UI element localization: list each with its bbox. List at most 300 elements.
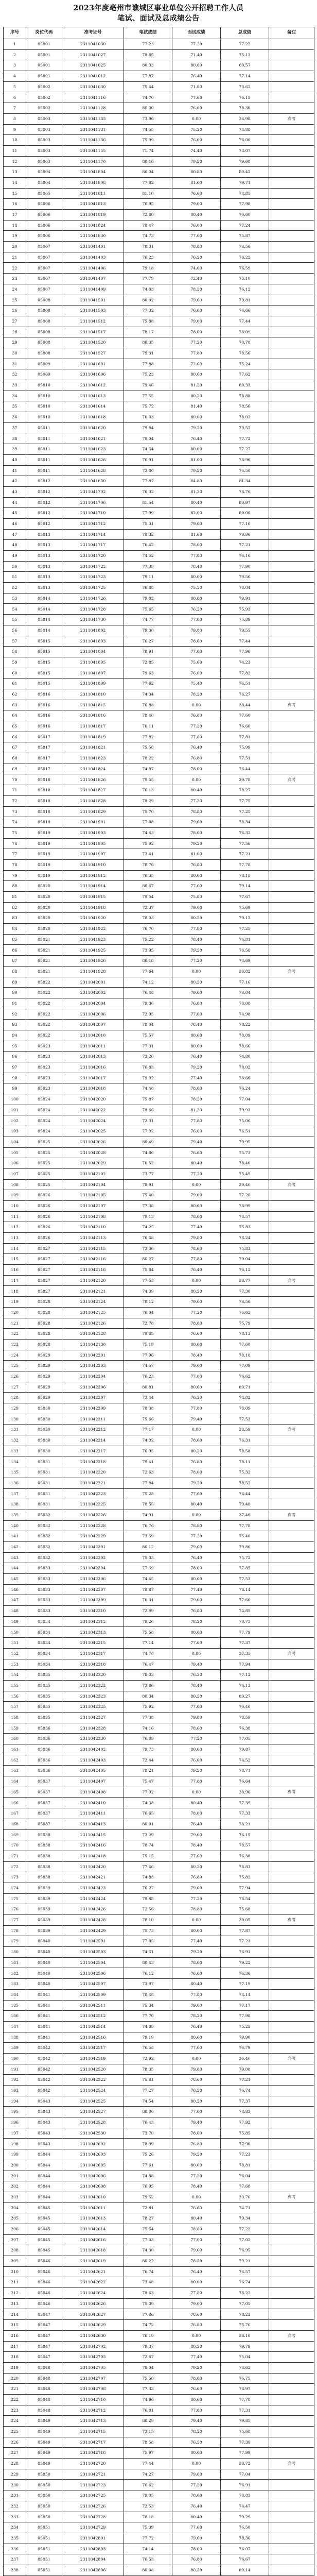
cell-ticket-no: 2311042429	[62, 1925, 124, 1936]
cell-written-score: 76.68	[124, 1233, 172, 1244]
cell-post-code: 05009	[26, 359, 62, 369]
cell-interview-score: 76.40	[172, 1819, 221, 1829]
table-row	[4, 956, 314, 967]
cell-ticket-no: 2311041912	[62, 870, 124, 881]
cell-remark	[269, 902, 314, 913]
table-row	[4, 1744, 314, 1755]
cell-post-code: 05041	[26, 2021, 62, 2032]
cell-written-score: 76.31	[124, 1595, 172, 1606]
cell-written-score: 81.54	[124, 497, 172, 508]
cell-ticket-no: 2311042318	[62, 1659, 124, 1670]
cell-remark	[269, 1893, 314, 1904]
table-row	[4, 1456, 314, 1467]
cell-post-code: 05020	[26, 902, 62, 913]
cell-ticket-no: 2311042608	[62, 2181, 124, 2192]
cell-ticket-no: 2311041630	[62, 476, 124, 487]
cell-remark	[269, 945, 314, 956]
cell-post-code: 05035	[26, 1702, 62, 1713]
cell-remark	[269, 2149, 314, 2160]
cell-interview-score: 78.60	[172, 2309, 221, 2320]
cell-total-score: 76.07	[221, 2544, 269, 2554]
table-row	[4, 486, 314, 497]
cell-interview-score: 80.40	[172, 2213, 221, 2224]
cell-ticket-no: 2311041720	[62, 551, 124, 562]
cell-index: 226	[4, 2437, 26, 2448]
cell-ticket-no: 2311042226	[62, 1510, 124, 1520]
cell-written-score: 75.92	[124, 838, 172, 849]
table-row	[4, 422, 314, 433]
cell-total-score: 78.18	[221, 1350, 269, 1361]
cell-written-score: 78.04	[124, 2362, 172, 2373]
cell-written-score: 80.12	[124, 1541, 172, 1552]
cell-remark	[269, 316, 314, 327]
cell-post-code: 05037	[26, 1808, 62, 1819]
cell-ticket-no: 2311042703	[62, 2352, 124, 2363]
cell-total-score: 78.99	[221, 1200, 269, 1211]
cell-interview-score: 77.20	[172, 1531, 221, 1542]
cell-written-score: 78.35	[124, 2064, 172, 2075]
cell-remark	[269, 2107, 314, 2117]
cell-index: 187	[4, 2021, 26, 2032]
cell-written-score: 76.89	[124, 1734, 172, 1744]
table-body	[4, 39, 314, 2576]
cell-written-score: 76.23	[124, 252, 172, 263]
cell-interview-score: 79.40	[172, 2117, 221, 2128]
cell-index: 184	[4, 1989, 26, 2000]
cell-total-score: 77.90	[221, 2139, 269, 2149]
cell-total-score: 77.44	[221, 636, 269, 647]
cell-interview-score: 79.20	[172, 156, 221, 167]
cell-post-code: 05031	[26, 1499, 62, 1510]
cell-written-score: 72.89	[124, 1606, 172, 1617]
cell-interview-score: 79.20	[172, 1766, 221, 1776]
cell-ticket-no: 2311041030	[62, 39, 124, 50]
cell-written-score: 80.08	[124, 2565, 172, 2575]
cell-ticket-no: 2311041501	[62, 295, 124, 306]
cell-index: 5	[4, 81, 26, 92]
title-line-2: 笔试、面试及总成绩公告	[117, 14, 200, 23]
table-row	[4, 1723, 314, 1734]
cell-ticket-no: 2311042302	[62, 1552, 124, 1563]
cell-index: 62	[4, 689, 26, 700]
table-row	[4, 2309, 314, 2320]
header-written-score: 笔试成绩	[124, 27, 172, 39]
cell-written-score: 78.91	[124, 647, 172, 657]
cell-total-score: 76.27	[221, 689, 269, 700]
table-row	[4, 1446, 314, 1456]
cell-total-score: 76.74	[221, 2277, 269, 2288]
cell-total-score: 75.89	[221, 615, 269, 625]
table-row	[4, 391, 314, 401]
table-row	[4, 263, 314, 274]
cell-total-score: 76.57	[221, 2266, 269, 2277]
cell-ticket-no: 2311042017	[62, 1073, 124, 1083]
cell-ticket-no: 2311042630	[62, 2330, 124, 2341]
cell-remark: 弃考	[269, 700, 314, 710]
cell-ticket-no: 2311042214	[62, 1435, 124, 1446]
cell-interview-score: 81.00	[172, 454, 221, 465]
cell-interview-score: 76.20	[172, 2086, 221, 2096]
cell-interview-score: 79.60	[172, 988, 221, 998]
cell-interview-score: 76.00	[172, 220, 221, 231]
cell-written-score: 74.34	[124, 689, 172, 700]
cell-index: 87	[4, 956, 26, 967]
cell-ticket-no: 2311042616	[62, 2234, 124, 2245]
cell-remark	[269, 231, 314, 242]
table-header-row	[4, 27, 314, 39]
cell-remark	[269, 753, 314, 764]
cell-post-code: 05040	[26, 1947, 62, 1958]
cell-written-score: 77.72	[124, 2533, 172, 2544]
cell-interview-score: 79.20	[172, 945, 221, 956]
cell-total-score: 77.85	[221, 1563, 269, 1574]
cell-written-score: 78.63	[124, 2288, 172, 2299]
cell-remark	[269, 1041, 314, 1052]
table-row	[4, 721, 314, 732]
cell-index: 40	[4, 454, 26, 465]
table-row	[4, 1403, 314, 1414]
cell-post-code: 05015	[26, 636, 62, 647]
cell-post-code: 05031	[26, 1488, 62, 1499]
cell-written-score: 78.27	[124, 2213, 172, 2224]
cell-interview-score: 77.20	[172, 1307, 221, 1318]
cell-index: 32	[4, 369, 26, 380]
cell-total-score: 76.59	[221, 263, 269, 274]
table-row	[4, 2224, 314, 2234]
cell-total-score: 77.78	[221, 859, 269, 870]
cell-total-score: 77.37	[221, 1638, 269, 1649]
cell-total-score: 74.52	[221, 1755, 269, 1766]
cell-ticket-no: 2311042525	[62, 2096, 124, 2107]
cell-ticket-no: 2311041706	[62, 497, 124, 508]
cell-interview-score: 76.80	[172, 998, 221, 1009]
cell-ticket-no: 2311042801	[62, 2533, 124, 2544]
cell-total-score: 78.21	[221, 1819, 269, 1829]
cell-interview-score: 77.20	[172, 39, 221, 50]
cell-total-score: 75.73	[221, 1147, 269, 1158]
cell-interview-score: 80.00	[172, 870, 221, 881]
cell-remark	[269, 1734, 314, 1744]
cell-ticket-no: 2311041712	[62, 518, 124, 529]
cell-post-code: 05007	[26, 242, 62, 252]
cell-remark	[269, 1616, 314, 1627]
cell-post-code: 05021	[26, 945, 62, 956]
cell-written-score: 75.58	[124, 1627, 172, 1638]
table-row	[4, 1680, 314, 1691]
cell-written-score: 76.95	[124, 199, 172, 210]
cell-interview-score: 79.40	[172, 1137, 221, 1147]
cell-index: 84	[4, 924, 26, 935]
cell-written-score: 79.37	[124, 2341, 172, 2352]
table-row	[4, 518, 314, 529]
table-row	[4, 2107, 314, 2117]
table-row	[4, 2086, 314, 2096]
cell-written-score: 78.55	[124, 1499, 172, 1510]
cell-total-score: 78.08	[221, 998, 269, 1009]
cell-ticket-no: 2311042108	[62, 1211, 124, 1222]
cell-total-score: 75.68	[221, 1904, 269, 1915]
cell-post-code: 05046	[26, 2288, 62, 2299]
cell-ticket-no: 2311041728	[62, 604, 124, 615]
cell-total-score: 74.88	[221, 124, 269, 135]
table-row	[4, 1584, 314, 1595]
cell-written-score: 78.99	[124, 2139, 172, 2149]
cell-interview-score: 77.20	[172, 1893, 221, 1904]
cell-index: 50	[4, 561, 26, 572]
cell-ticket-no: 2311041821	[62, 742, 124, 753]
cell-index: 53	[4, 593, 26, 604]
cell-written-score: 79.13	[124, 1211, 172, 1222]
cell-ticket-no: 2311042221	[62, 1478, 124, 1488]
cell-ticket-no: 2311041628	[62, 465, 124, 476]
cell-remark	[269, 636, 314, 647]
cell-remark	[269, 1712, 314, 1723]
cell-total-score: 75.83	[221, 1243, 269, 1254]
cell-written-score: 79.19	[124, 2032, 172, 2043]
cell-remark	[269, 2117, 314, 2128]
cell-post-code: 05051	[26, 2533, 62, 2544]
cell-index: 158	[4, 1712, 26, 1723]
cell-total-score: 78.66	[221, 1073, 269, 1083]
cell-interview-score: 78.00	[172, 2128, 221, 2139]
cell-ticket-no: 2311042710	[62, 2394, 124, 2405]
cell-total-score: 38.96	[221, 1787, 269, 1798]
cell-remark	[269, 1168, 314, 1179]
cell-written-score: 76.43	[124, 2117, 172, 2128]
cell-total-score: 78.27	[221, 785, 269, 796]
table-row	[4, 1275, 314, 1286]
cell-written-score: 76.74	[124, 2266, 172, 2277]
cell-written-score: 77.55	[124, 391, 172, 401]
cell-post-code: 05049	[26, 2416, 62, 2427]
cell-written-score: 72.92	[124, 2053, 172, 2064]
cell-ticket-no: 2311041802	[62, 625, 124, 636]
cell-index: 108	[4, 1179, 26, 1190]
cell-written-score: 79.92	[124, 1073, 172, 1083]
cell-ticket-no: 2311041827	[62, 785, 124, 796]
cell-post-code: 05002	[26, 103, 62, 114]
cell-ticket-no: 2311042707	[62, 2373, 124, 2384]
cell-written-score: 77.86	[124, 2309, 172, 2320]
cell-post-code: 05023	[26, 1062, 62, 1073]
cell-total-score: 77.24	[221, 220, 269, 231]
cell-written-score: 75.23	[124, 369, 172, 380]
cell-total-score: 76.91	[221, 2480, 269, 2490]
cell-written-score: 74.88	[124, 2171, 172, 2181]
cell-total-score: 75.06	[221, 1115, 269, 1126]
cell-written-score: 77.96	[124, 1350, 172, 1361]
cell-index: 204	[4, 2202, 26, 2213]
cell-interview-score: 77.80	[172, 1776, 221, 1787]
cell-interview-score: 77.00	[172, 2043, 221, 2054]
table-row	[4, 1147, 314, 1158]
cell-index: 202	[4, 2181, 26, 2192]
cell-total-score: 76.64	[221, 1776, 269, 1787]
cell-total-score: 76.44	[221, 1488, 269, 1499]
cell-index: 30	[4, 348, 26, 359]
cell-written-score: 74.77	[124, 615, 172, 625]
cell-interview-score: 81.20	[172, 486, 221, 497]
cell-interview-score: 79.00	[172, 902, 221, 913]
cell-post-code: 05050	[26, 2480, 62, 2490]
cell-interview-score: 0.00	[172, 2330, 221, 2341]
cell-index: 173	[4, 1872, 26, 1883]
cell-post-code: 05048	[26, 2394, 62, 2405]
cell-post-code: 05040	[26, 1957, 62, 1968]
cell-post-code: 05027	[26, 1286, 62, 1297]
cell-index: 99	[4, 1083, 26, 1094]
cell-remark	[269, 1414, 314, 1425]
cell-ticket-no: 2311042504	[62, 1957, 124, 1968]
cell-remark	[269, 572, 314, 583]
cell-remark	[269, 2533, 314, 2544]
header-remark: 备注	[269, 27, 314, 39]
cell-post-code: 05015	[26, 668, 62, 679]
cell-index: 139	[4, 1510, 26, 1520]
cell-written-score: 80.04	[124, 167, 172, 178]
cell-total-score: 75.99	[221, 742, 269, 753]
cell-index: 96	[4, 1052, 26, 1062]
cell-index: 128	[4, 1393, 26, 1403]
cell-total-score: 77.60	[221, 1339, 269, 1350]
cell-index: 183	[4, 1979, 26, 1990]
table-row	[4, 732, 314, 742]
cell-total-score: 79.22	[221, 1957, 269, 1968]
cell-total-score: 78.57	[221, 1840, 269, 1851]
cell-index: 90	[4, 988, 26, 998]
cell-total-score: 38.77	[221, 1275, 269, 1286]
cell-remark	[269, 2064, 314, 2075]
cell-remark: 弃考	[269, 2459, 314, 2469]
cell-interview-score: 76.40	[172, 2021, 221, 2032]
cell-total-score: 77.25	[221, 924, 269, 935]
cell-interview-score: 80.20	[172, 977, 221, 988]
cell-index: 76	[4, 838, 26, 849]
cell-written-score: 74.83	[124, 1872, 172, 1883]
cell-remark	[269, 1488, 314, 1499]
cell-ticket-no: 2311042423	[62, 1883, 124, 1893]
cell-total-score: 75.93	[221, 604, 269, 615]
cell-interview-score: 76.80	[172, 1872, 221, 1883]
cell-interview-score: 79.60	[172, 295, 221, 306]
cell-written-score: 74.54	[124, 2096, 172, 2107]
cell-index: 123	[4, 1339, 26, 1350]
cell-post-code: 05038	[26, 1840, 62, 1851]
table-row	[4, 444, 314, 455]
cell-written-score: 74.86	[124, 1147, 172, 1158]
cell-interview-score: 79.60	[172, 1883, 221, 1893]
cell-total-score: 78.69	[221, 956, 269, 967]
cell-index: 43	[4, 486, 26, 497]
cell-written-score: 78.22	[124, 753, 172, 764]
cell-written-score: 78.87	[124, 1584, 172, 1595]
cell-index: 114	[4, 1243, 26, 1254]
cell-ticket-no: 2311042721	[62, 2469, 124, 2480]
cell-written-score: 78.21	[124, 1766, 172, 1776]
cell-remark	[269, 689, 314, 700]
cell-total-score: 76.12	[221, 1265, 269, 1276]
cell-ticket-no: 2311042407	[62, 1776, 124, 1787]
cell-interview-score: 80.40	[172, 1979, 221, 1990]
cell-written-score: 77.99	[124, 508, 172, 519]
cell-index: 86	[4, 945, 26, 956]
cell-total-score: 77.22	[221, 2224, 269, 2234]
cell-total-score: 79.52	[221, 422, 269, 433]
cell-index: 2	[4, 49, 26, 60]
cell-index: 11	[4, 145, 26, 156]
table-row	[4, 2181, 314, 2192]
table-row	[4, 1531, 314, 1542]
table-row	[4, 1329, 314, 1340]
cell-remark	[269, 2096, 314, 2107]
cell-ticket-no: 2311042527	[62, 2107, 124, 2117]
cell-ticket-no: 2311042105	[62, 1190, 124, 1201]
cell-index: 219	[4, 2362, 26, 2373]
cell-ticket-no: 2311042004	[62, 998, 124, 1009]
cell-index: 23	[4, 274, 26, 284]
cell-post-code: 05010	[26, 380, 62, 391]
cell-remark	[269, 1531, 314, 1542]
cell-written-score: 76.12	[124, 1968, 172, 1979]
cell-ticket-no: 2311042102	[62, 1168, 124, 1179]
cell-interview-score: 80.20	[172, 913, 221, 924]
cell-ticket-no: 2311041027	[62, 49, 124, 60]
cell-post-code: 05047	[26, 2330, 62, 2341]
cell-index: 97	[4, 1062, 26, 1073]
cell-remark	[269, 369, 314, 380]
cell-remark	[269, 1520, 314, 1531]
cell-remark	[269, 497, 314, 508]
cell-total-score: 76.04	[221, 2171, 269, 2181]
cell-post-code: 05013	[26, 583, 62, 594]
cell-total-score: 75.40	[221, 1531, 269, 1542]
cell-written-score: 78.74	[124, 1840, 172, 1851]
cell-remark	[269, 2181, 314, 2192]
cell-total-score: 38.82	[221, 966, 269, 977]
cell-index: 116	[4, 1265, 26, 1276]
cell-written-score: 76.27	[124, 1883, 172, 1893]
cell-post-code: 05034	[26, 1627, 62, 1638]
cell-post-code: 05033	[26, 1574, 62, 1585]
cell-ticket-no: 2311041131	[62, 124, 124, 135]
cell-index: 55	[4, 615, 26, 625]
cell-ticket-no: 2311042804	[62, 2554, 124, 2565]
cell-interview-score: 78.60	[172, 1723, 221, 1734]
table-row	[4, 1627, 314, 1638]
table-row	[4, 1702, 314, 1713]
cell-interview-score: 79.00	[172, 2000, 221, 2011]
cell-remark	[269, 1744, 314, 1755]
cell-post-code: 05020	[26, 881, 62, 892]
cell-total-score: 78.22	[221, 2288, 269, 2299]
cell-written-score: 79.46	[124, 380, 172, 391]
cell-index: 74	[4, 817, 26, 828]
cell-total-score: 77.78	[221, 2394, 269, 2405]
table-row	[4, 892, 314, 903]
cell-interview-score: 78.40	[172, 1680, 221, 1691]
cell-total-score: 78.88	[221, 391, 269, 401]
cell-total-score: 36.46	[221, 2053, 269, 2064]
cell-index: 28	[4, 327, 26, 337]
cell-ticket-no: 2311042426	[62, 1904, 124, 1915]
table-row	[4, 369, 314, 380]
table-row	[4, 2533, 314, 2544]
cell-remark	[269, 2320, 314, 2331]
cell-remark	[269, 1808, 314, 1819]
cell-written-score: 77.27	[124, 2086, 172, 2096]
cell-total-score: 77.21	[221, 849, 269, 860]
cell-remark	[269, 956, 314, 967]
